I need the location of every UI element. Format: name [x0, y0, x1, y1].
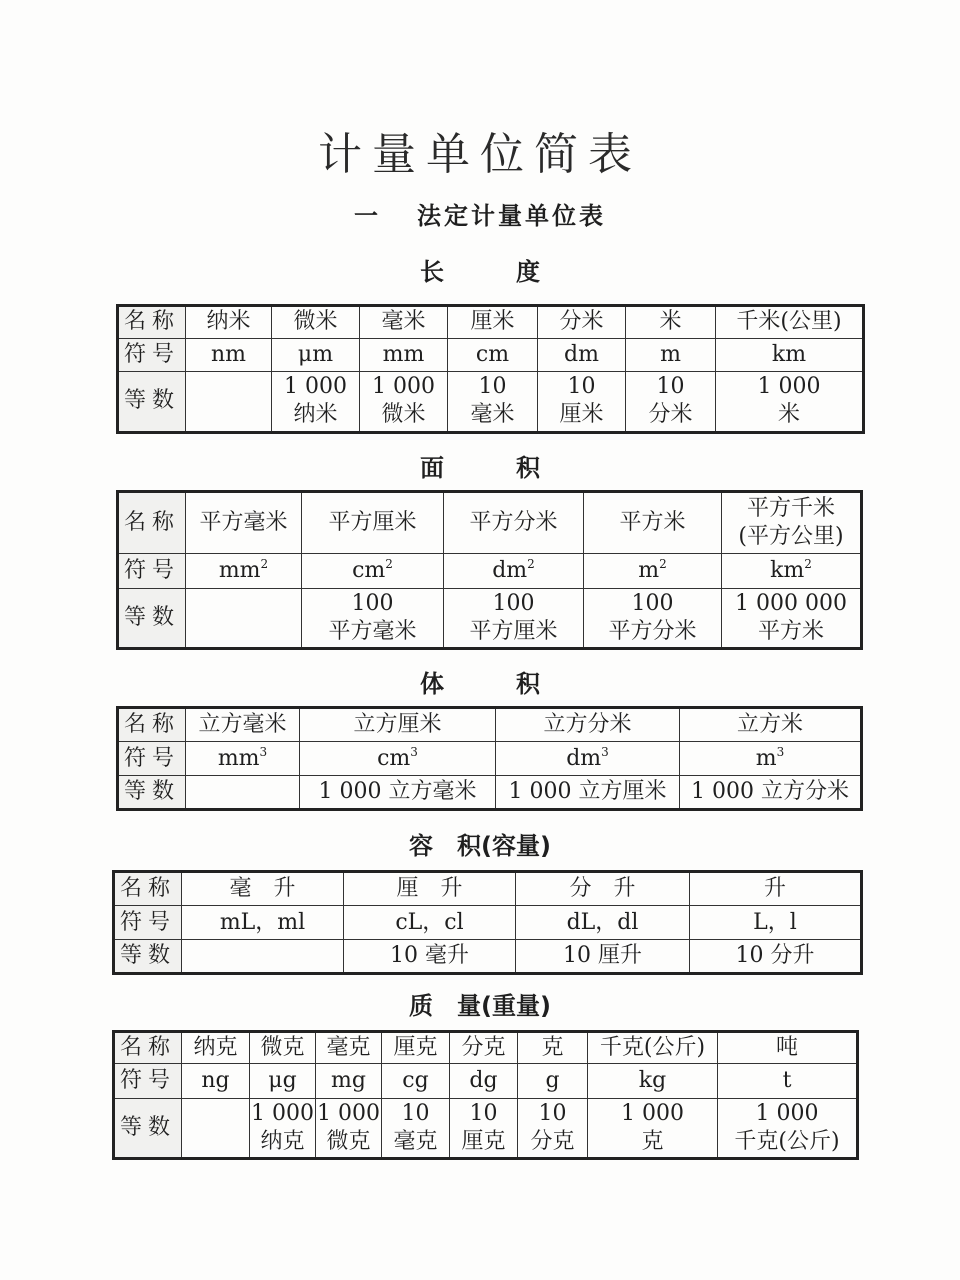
length-symbol-row — [118, 338, 864, 371]
capacity-symbol-cell: L，l — [690, 906, 862, 940]
volume-symbol-cell — [300, 742, 496, 776]
equiv-value: 10 — [478, 374, 507, 400]
symbol-exponent: 2 — [260, 556, 269, 571]
symbol-exponent: 2 — [804, 556, 812, 571]
volume-heading: 体 积 — [420, 670, 540, 698]
capacity-name-row — [114, 872, 862, 906]
row-label-equiv: 等数 — [114, 1098, 182, 1158]
volume-equiv-cell: 1 000 立方分米 — [680, 776, 862, 810]
volume-symbol-cell — [186, 742, 300, 776]
area-name-cell — [722, 492, 862, 554]
volume-name-cell: 立方分米 — [496, 708, 680, 742]
length-name-row — [118, 306, 864, 339]
mass-symbol-cell: cg — [382, 1064, 450, 1098]
length-name-cell: 千米(公里) — [716, 306, 864, 339]
mass-symbol-cell: μg — [250, 1064, 316, 1098]
equiv-unit: 平方厘米 — [469, 618, 558, 644]
symbol-exponent: 2 — [659, 556, 667, 571]
capacity-table — [112, 870, 863, 975]
volume-name-row — [118, 708, 862, 742]
mass-name-cell: 毫克 — [316, 1032, 382, 1064]
length-name-cell: 米 — [626, 306, 716, 339]
length-symbol-cell: μm — [272, 338, 360, 371]
equiv-value: 1 000 — [621, 1100, 684, 1126]
length-name-cell: 分米 — [538, 306, 626, 339]
area-heading: 面 积 — [420, 454, 540, 482]
mass-name-cell: 分克 — [450, 1032, 518, 1064]
area-equiv-cell — [302, 588, 444, 648]
row-label-symbol: 符号 — [118, 742, 186, 776]
equiv-value: 10 — [401, 1100, 430, 1126]
capacity-equiv-cell: 10 分升 — [690, 940, 862, 974]
mass-equiv-row — [114, 1098, 858, 1158]
length-name-cell: 毫米 — [360, 306, 448, 339]
row-label-equiv: 等数 — [118, 371, 186, 432]
equiv-value: 10 — [656, 374, 685, 400]
area-name-cell: 平方厘米 — [302, 492, 444, 554]
equiv-unit: 纳米 — [293, 402, 338, 428]
equiv-unit: 分米 — [648, 402, 693, 428]
subtitle — [0, 196, 960, 231]
area-equiv-row — [118, 588, 862, 648]
mass-name-cell: 微克 — [250, 1032, 316, 1064]
capacity-equiv-row — [114, 940, 862, 974]
length-heading: 长 度 — [420, 258, 540, 286]
volume-equiv-cell — [186, 776, 300, 810]
symbol-exponent: 3 — [776, 744, 785, 759]
capacity-name-cell: 升 — [690, 872, 862, 906]
equiv-unit: 微米 — [381, 402, 426, 428]
volume-name-cell: 立方米 — [680, 708, 862, 742]
symbol-base: m — [638, 557, 660, 583]
mass-symbol-cell: t — [718, 1064, 858, 1098]
length-symbol-cell: dm — [538, 338, 626, 371]
area-name-row — [118, 492, 862, 554]
volume-name-cell: 立方毫米 — [186, 708, 300, 742]
volume-name-cell: 立方厘米 — [300, 708, 496, 742]
capacity-heading: 容 积(容量) — [409, 832, 551, 860]
capacity-name-cell: 厘 升 — [344, 872, 516, 906]
length-equiv-cell — [716, 371, 864, 432]
area-equiv-cell — [186, 588, 302, 648]
equiv-unit: 平方分米 — [608, 618, 697, 644]
symbol-base: mm — [217, 745, 260, 771]
length-symbol-cell: cm — [448, 338, 538, 371]
mass-equiv-cell — [718, 1098, 858, 1158]
symbol-exponent: 2 — [527, 556, 535, 571]
symbol-base: mm — [218, 557, 261, 583]
equiv-value: 10 — [469, 1100, 498, 1126]
length-table — [116, 304, 865, 434]
equiv-unit: 分克 — [530, 1128, 575, 1154]
mass-equiv-cell — [450, 1098, 518, 1158]
length-equiv-cell — [626, 371, 716, 432]
equiv-unit: 克 — [641, 1128, 664, 1154]
equiv-unit: 毫克 — [393, 1128, 438, 1154]
volume-equiv-row — [118, 776, 862, 810]
equiv-value: 1 000 — [284, 374, 347, 400]
equiv-unit: 厘米 — [559, 402, 604, 428]
mass-name-cell: 纳克 — [182, 1032, 250, 1064]
area-symbol-cell — [722, 554, 862, 588]
equiv-unit: 米 — [777, 402, 800, 428]
subtitle-number: 一 — [354, 202, 381, 230]
mass-symbol-cell: kg — [588, 1064, 718, 1098]
mass-heading: 质 量(重量) — [409, 992, 551, 1020]
area-symbol-cell — [584, 554, 722, 588]
equiv-value: 1 000 — [757, 374, 821, 400]
mass-equiv-cell — [382, 1098, 450, 1158]
mass-symbol-cell: dg — [450, 1064, 518, 1098]
area-table — [116, 490, 863, 650]
length-equiv-cell — [186, 371, 272, 432]
equiv-value: 100 — [492, 590, 535, 616]
area-symbol-cell — [444, 554, 584, 588]
row-label-equiv: 等数 — [114, 940, 182, 974]
equiv-value: 1 000 — [755, 1100, 819, 1126]
length-name-cell: 厘米 — [448, 306, 538, 339]
row-label-equiv: 等数 — [118, 588, 186, 648]
area-name-cell: 平方毫米 — [186, 492, 302, 554]
capacity-symbol-cell: cL，cl — [344, 906, 516, 940]
page-title: 计量单位简表 — [318, 129, 642, 180]
equiv-value: 1 000 — [372, 374, 435, 400]
area-equiv-cell — [444, 588, 584, 648]
capacity-equiv-cell: 10 毫升 — [344, 940, 516, 974]
equiv-value: 1 000 — [251, 1100, 314, 1126]
length-equiv-cell — [272, 371, 360, 432]
row-label-name: 名称 — [118, 306, 186, 339]
row-label-name: 名称 — [114, 1032, 182, 1064]
capacity-symbol-row — [114, 906, 862, 940]
volume-table — [116, 706, 863, 811]
symbol-base: dm — [492, 557, 528, 583]
row-label-symbol: 符号 — [118, 338, 186, 371]
subtitle-text: 法定计量单位表 — [417, 202, 606, 230]
equiv-unit: 毫米 — [470, 402, 515, 428]
length-equiv-cell — [538, 371, 626, 432]
symbol-base: cm — [377, 745, 411, 771]
length-symbol-cell: nm — [186, 338, 272, 371]
mass-symbol-cell: ng — [182, 1064, 250, 1098]
symbol-base: dm — [566, 745, 602, 771]
area-symbol-row — [118, 554, 862, 588]
area-symbol-cell — [186, 554, 302, 588]
row-label-symbol: 符号 — [114, 906, 182, 940]
volume-equiv-cell: 1 000 立方厘米 — [496, 776, 680, 810]
mass-equiv-cell — [316, 1098, 382, 1158]
length-symbol-cell: mm — [360, 338, 448, 371]
row-label-symbol: 符号 — [118, 554, 186, 588]
equiv-value: 1 000 — [317, 1100, 380, 1126]
row-label-name: 名称 — [114, 872, 182, 906]
volume-symbol-cell — [680, 742, 862, 776]
equiv-unit: 千克(公斤) — [734, 1128, 840, 1154]
area-name-cell: 平方米 — [584, 492, 722, 554]
symbol-base: km — [770, 557, 805, 583]
equiv-value: 1 000 000 — [735, 590, 847, 616]
length-symbol-cell: m — [626, 338, 716, 371]
mass-name-cell: 克 — [518, 1032, 588, 1064]
length-equiv-cell — [360, 371, 448, 432]
volume-symbol-cell — [496, 742, 680, 776]
symbol-exponent: 3 — [259, 744, 268, 759]
equiv-unit: 纳克 — [260, 1128, 305, 1154]
mass-name-row — [114, 1032, 858, 1064]
length-symbol-cell: km — [716, 338, 864, 371]
capacity-symbol-cell: dL，dl — [516, 906, 690, 940]
symbol-exponent: 2 — [385, 556, 393, 571]
mass-equiv-cell — [588, 1098, 718, 1158]
capacity-name-cell: 毫 升 — [182, 872, 344, 906]
mass-name-cell: 吨 — [718, 1032, 858, 1064]
equiv-value: 10 — [567, 374, 596, 400]
capacity-name-cell: 分 升 — [516, 872, 690, 906]
row-label-name: 名称 — [118, 492, 186, 554]
mass-symbol-row — [114, 1064, 858, 1098]
mass-equiv-cell — [518, 1098, 588, 1158]
mass-equiv-cell — [250, 1098, 316, 1158]
row-label-symbol: 符号 — [114, 1064, 182, 1098]
row-label-name: 名称 — [118, 708, 186, 742]
mass-equiv-cell — [182, 1098, 250, 1158]
equiv-unit: 厘克 — [461, 1128, 506, 1154]
capacity-symbol-cell: mL，ml — [182, 906, 344, 940]
symbol-base: m — [755, 745, 777, 771]
mass-table — [112, 1030, 859, 1160]
mass-symbol-cell: g — [518, 1064, 588, 1098]
equiv-value: 100 — [631, 590, 674, 616]
mass-symbol-cell: mg — [316, 1064, 382, 1098]
length-equiv-cell — [448, 371, 538, 432]
capacity-equiv-cell: 10 厘升 — [516, 940, 690, 974]
symbol-base: cm — [352, 557, 386, 583]
length-name-cell: 纳米 — [186, 306, 272, 339]
capacity-equiv-cell — [182, 940, 344, 974]
area-name-line: 平方千米 — [746, 496, 835, 522]
area-name-line: (平方公里) — [738, 524, 844, 550]
area-equiv-cell — [584, 588, 722, 648]
area-equiv-cell — [722, 588, 862, 648]
equiv-unit: 平方米 — [757, 618, 824, 644]
equiv-unit: 平方毫米 — [328, 618, 417, 644]
mass-name-cell: 千克(公斤) — [588, 1032, 718, 1064]
row-label-equiv: 等数 — [118, 776, 186, 810]
equiv-unit: 微克 — [326, 1128, 371, 1154]
equiv-value: 10 — [538, 1100, 567, 1126]
length-equiv-row — [118, 371, 864, 432]
equiv-value: 100 — [351, 590, 394, 616]
area-symbol-cell — [302, 554, 444, 588]
area-name-cell: 平方分米 — [444, 492, 584, 554]
length-name-cell: 微米 — [272, 306, 360, 339]
symbol-exponent: 3 — [601, 744, 609, 759]
volume-symbol-row — [118, 742, 862, 776]
volume-equiv-cell: 1 000 立方毫米 — [300, 776, 496, 810]
mass-name-cell: 厘克 — [382, 1032, 450, 1064]
symbol-exponent: 3 — [410, 744, 418, 759]
